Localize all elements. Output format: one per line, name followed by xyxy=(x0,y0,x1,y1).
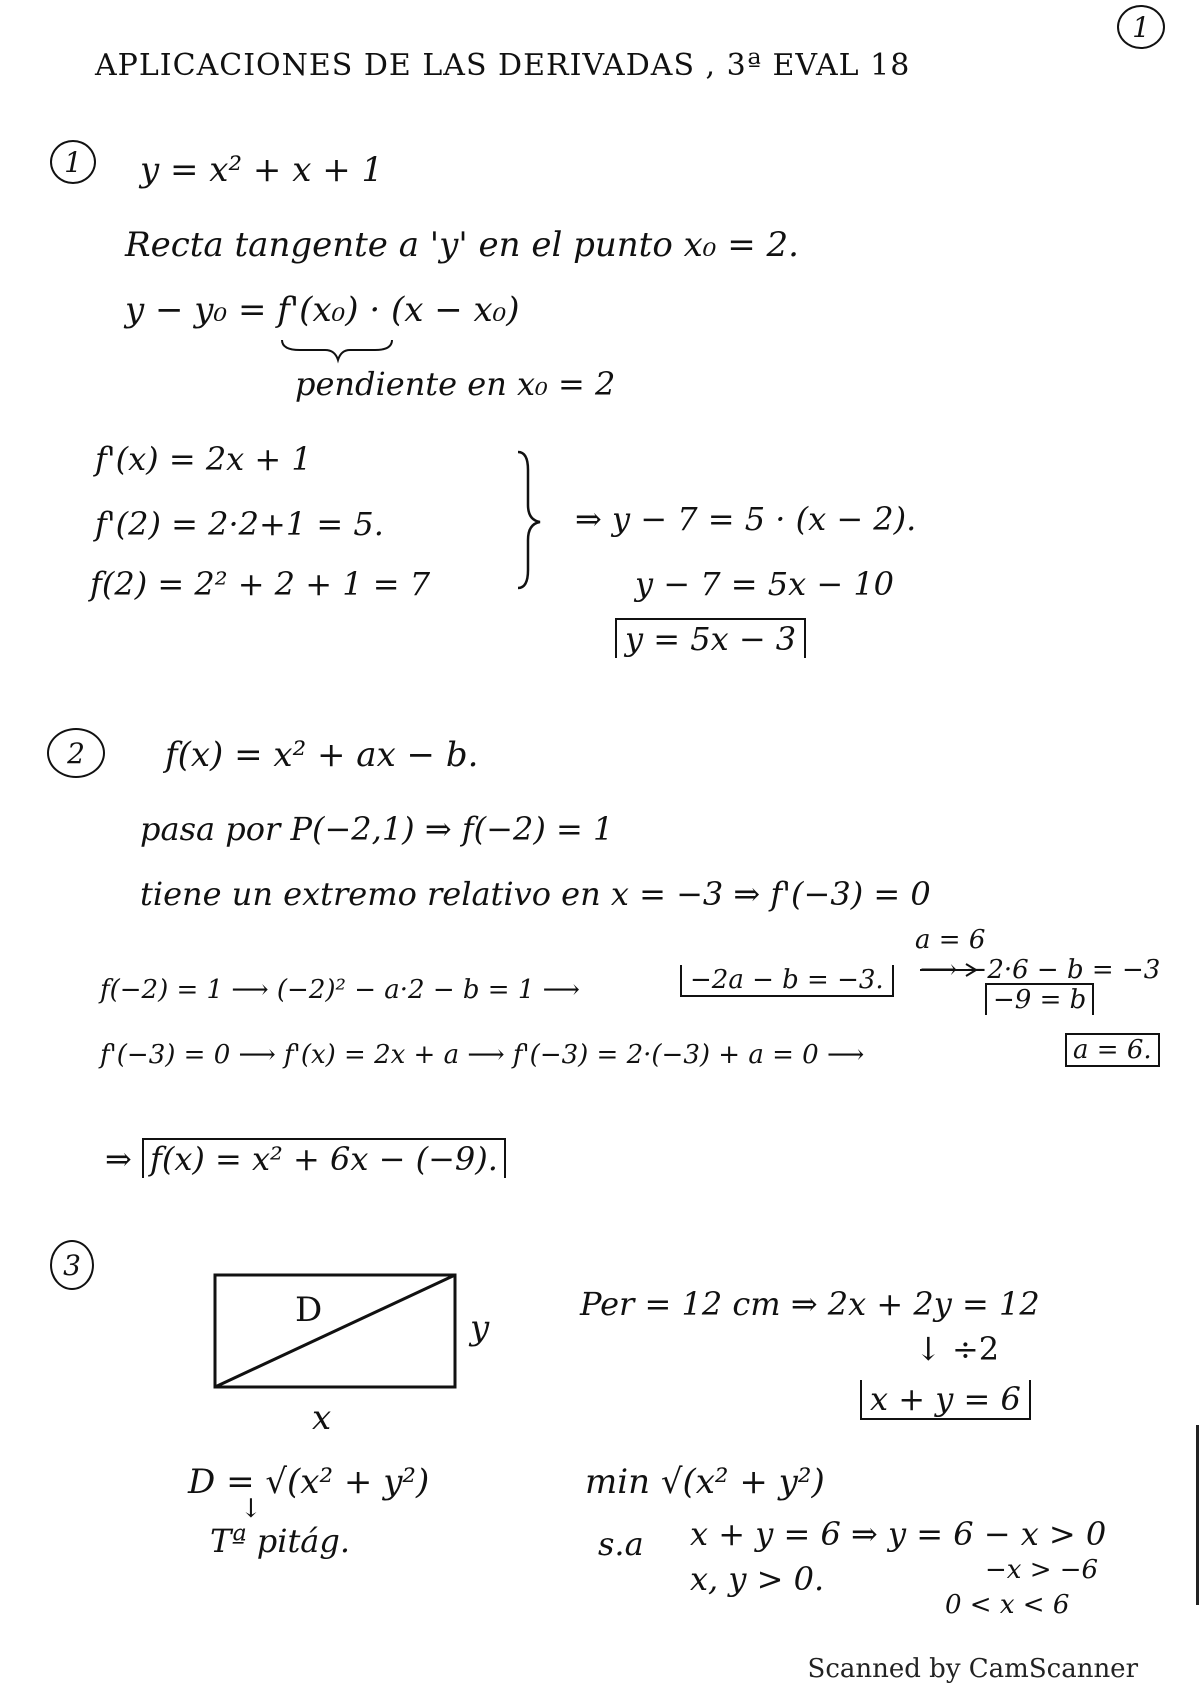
exercise-2-number: 2 xyxy=(47,728,105,778)
ex3-minimize: min √(x² + y²) xyxy=(585,1462,825,1502)
diagram-side-y: y xyxy=(470,1308,490,1348)
ex3-constraint xyxy=(860,1380,1031,1418)
ex3-condition-2: x, y > 0. xyxy=(690,1560,825,1598)
ex1-derivative: f'(x) = 2x + 1 xyxy=(95,440,312,478)
ex1-formula: y − y₀ = f'(x₀) · (x − x₀) xyxy=(125,290,520,330)
ex3-diagonal-formula: D = √(x² + y²) xyxy=(188,1462,430,1502)
ex3-subject-to: s.a xyxy=(598,1525,644,1563)
page-title: APLICACIONES DE LAS DERIVADAS , 3ª EVAL 18 xyxy=(95,48,911,83)
ex3-condition-4: 0 < x < 6 xyxy=(945,1590,1070,1620)
ex2-line1-sub: ⟶ −2·6 − b = −3 xyxy=(920,955,1161,985)
underbrace-icon xyxy=(282,340,392,360)
ex2-b-value-text: −9 = b xyxy=(985,983,1094,1015)
exercise-3-number: 3 xyxy=(50,1240,94,1290)
ex3-arrow: ↓ xyxy=(240,1494,262,1524)
ex2-result: ⇒ f(x) = x² + 6x − (−9). xyxy=(105,1140,506,1178)
ex2-condition-1: pasa por P(−2,1) ⇒ f(−2) = 1 xyxy=(140,810,614,848)
ex2-a-value-text: a = 6. xyxy=(1065,1033,1160,1067)
ex2-condition-2: tiene un extremo relativo en x = −3 ⇒ f'(−3) = 0 xyxy=(140,875,931,913)
ex3-condition-3: −x > −6 xyxy=(985,1555,1099,1585)
rectangle-diagonal xyxy=(215,1275,455,1387)
ex3-condition-1: x + y = 6 ⇒ y = 6 − x > 0 xyxy=(690,1515,1107,1553)
ex3-constraint-text: x + y = 6 xyxy=(860,1380,1031,1420)
brace-icon xyxy=(518,452,540,588)
ex1-tangent-eq: ⇒ y − 7 = 5 · (x − 2). xyxy=(575,500,917,538)
diagram-diagonal-label: D xyxy=(295,1290,323,1330)
page-number-text: 1 xyxy=(1132,10,1150,44)
ex3-divide: ↓ ÷2 xyxy=(915,1330,1000,1368)
diagram-side-x: x xyxy=(312,1398,332,1438)
ex2-a-note: a = 6 xyxy=(915,925,986,955)
exercise-1-number: 1 xyxy=(50,140,96,184)
ex2-function: f(x) = x² + ax − b. xyxy=(165,735,479,775)
ex3-theorem: Tª pitág. xyxy=(210,1522,351,1560)
ex1-function: y = x² + x + 1 xyxy=(140,150,384,190)
ex2-line1-left: f(−2) = 1 ⟶ (−2)² − a·2 − b = 1 ⟶ xyxy=(100,975,580,1005)
ex1-result-text: y = 5x − 3 xyxy=(615,618,806,658)
ex1-function-value: f(2) = 2² + 2 + 1 = 7 xyxy=(90,565,431,603)
ex3-perimeter: Per = 12 cm ⇒ 2x + 2y = 12 xyxy=(580,1285,1040,1323)
ex1-tangent-expand: y − 7 = 5x − 10 xyxy=(635,565,895,603)
ex1-statement: Recta tangente a 'y' en el punto x₀ = 2. xyxy=(125,225,799,265)
ex2-line2-left: f'(−3) = 0 ⟶ f'(x) = 2x + a ⟶ f'(−3) = 2·(−3) + a = 0 ⟶ xyxy=(100,1040,865,1070)
ex2-line1-result-text: −2a − b = −3. xyxy=(680,965,894,997)
ex1-slope-note: pendiente en x₀ = 2 xyxy=(295,365,616,403)
ex1-slope-value: f'(2) = 2·2+1 = 5. xyxy=(95,505,384,543)
scan-edge xyxy=(1196,1425,1199,1605)
scanner-watermark: Scanned by CamScanner xyxy=(807,1654,1138,1684)
ex2-result-text: f(x) = x² + 6x − (−9). xyxy=(142,1138,506,1178)
